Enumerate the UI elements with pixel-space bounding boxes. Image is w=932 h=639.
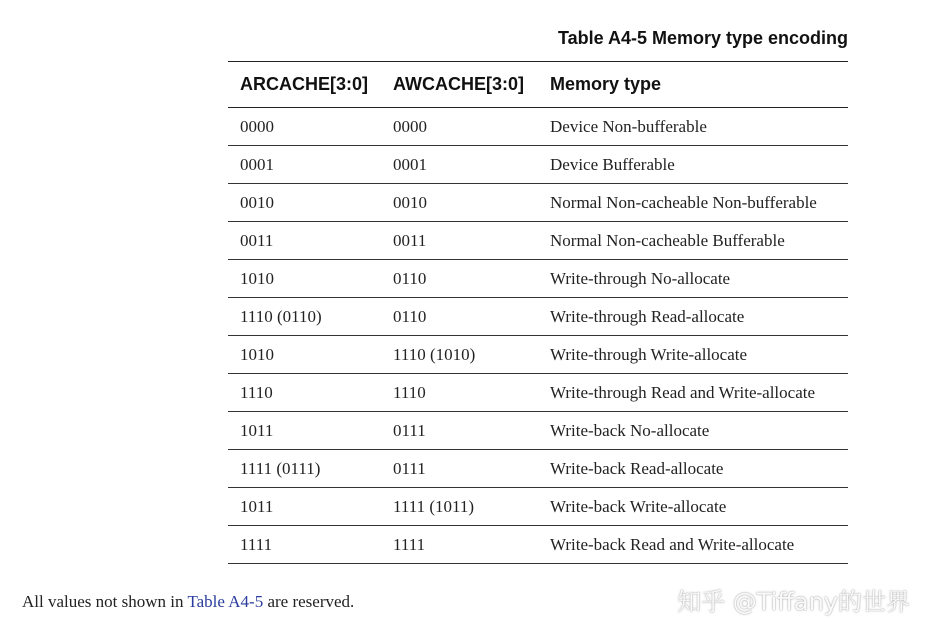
cell-arcache: 1011 [228, 412, 381, 450]
cell-awcache: 0000 [381, 108, 538, 146]
cell-arcache: 1110 [228, 374, 381, 412]
cell-memory-type: Device Non-bufferable [538, 108, 848, 146]
footnote-text-suffix: are reserved. [263, 592, 355, 611]
table-row [228, 108, 848, 146]
cell-awcache: 0110 [381, 260, 538, 298]
cell-memory-type: Write-back Read and Write-allocate [538, 526, 848, 564]
header-arcache: ARCACHE[3:0] [228, 62, 381, 108]
cell-arcache: 0011 [228, 222, 381, 260]
table-row [228, 450, 848, 488]
cell-arcache: 1010 [228, 260, 381, 298]
table-row [228, 184, 848, 222]
cell-awcache: 0010 [381, 184, 538, 222]
cell-arcache: 0010 [228, 184, 381, 222]
cell-memory-type: Write-through No-allocate [538, 260, 848, 298]
table-row [228, 374, 848, 412]
table-reference-link[interactable]: Table A4-5 [187, 592, 264, 611]
cell-arcache: 1111 [228, 526, 381, 564]
table-caption: Table A4-5 Memory type encoding [557, 28, 848, 48]
cell-memory-type: Write-back Write-allocate [538, 488, 848, 526]
cell-memory-type: Write-through Read-allocate [538, 298, 848, 336]
cell-arcache: 0000 [228, 108, 381, 146]
cell-arcache: 1111 (0111) [228, 450, 381, 488]
cell-awcache: 0011 [381, 222, 538, 260]
table-header-row [228, 62, 848, 108]
cell-memory-type: Normal Non-cacheable Non-bufferable [538, 184, 848, 222]
cell-memory-type: Write-through Write-allocate [538, 336, 848, 374]
cell-arcache: 0001 [228, 146, 381, 184]
cell-memory-type: Normal Non-cacheable Bufferable [538, 222, 848, 260]
cell-awcache: 1111 (1011) [381, 488, 538, 526]
cell-awcache: 1110 [381, 374, 538, 412]
cell-arcache: 1011 [228, 488, 381, 526]
header-memory-type: Memory type [538, 62, 848, 108]
cell-awcache: 0001 [381, 146, 538, 184]
table-row [228, 146, 848, 184]
cell-arcache: 1110 (0110) [228, 298, 381, 336]
cell-memory-type: Write-back Read-allocate [538, 450, 848, 488]
cell-awcache: 0111 [381, 450, 538, 488]
cell-memory-type: Write-through Read and Write-allocate [538, 374, 848, 412]
cell-awcache: 1110 (1010) [381, 336, 538, 374]
cell-awcache: 0111 [381, 412, 538, 450]
cell-arcache: 1010 [228, 336, 381, 374]
header-awcache: AWCACHE[3:0] [381, 62, 538, 108]
table-row [228, 222, 848, 260]
table-row [228, 526, 848, 564]
footnote [22, 592, 354, 612]
cell-memory-type: Device Bufferable [538, 146, 848, 184]
watermark: 知乎 @Tiffany的世界 [677, 588, 910, 616]
table-row [228, 412, 848, 450]
cell-awcache: 0110 [381, 298, 538, 336]
table-row [228, 298, 848, 336]
memory-type-table [228, 61, 848, 564]
table-row [228, 336, 848, 374]
table-row [228, 488, 848, 526]
cell-memory-type: Write-back No-allocate [538, 412, 848, 450]
table-row [228, 260, 848, 298]
cell-awcache: 1111 [381, 526, 538, 564]
footnote-text-prefix: All values not shown in [22, 592, 188, 611]
